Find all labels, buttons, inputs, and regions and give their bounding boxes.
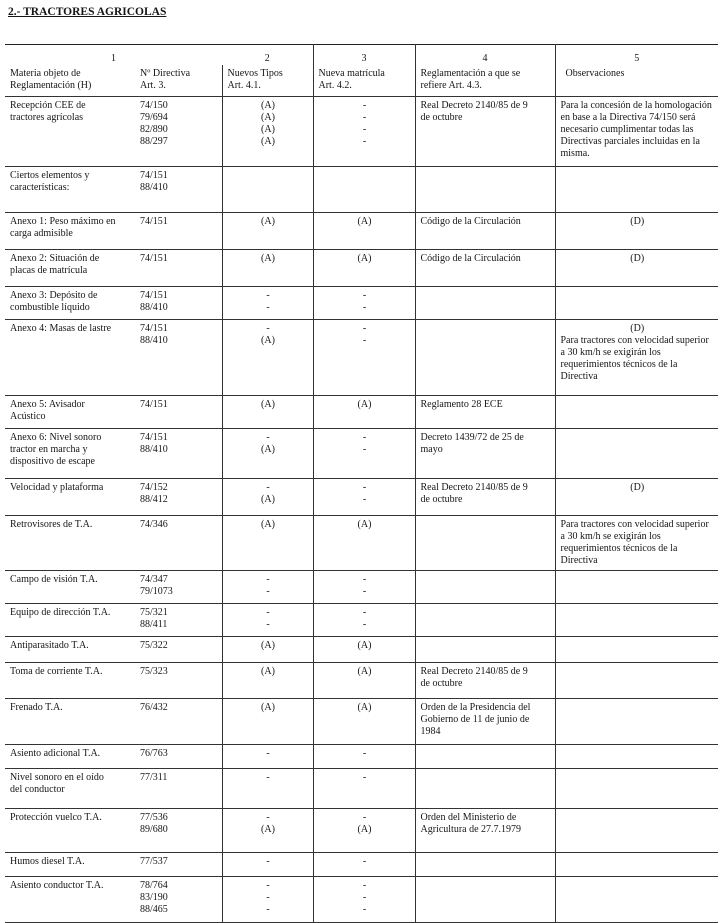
- table-row: [5, 97, 718, 167]
- cell-nuevos-tipos: - (A): [222, 320, 313, 396]
- cell-observaciones: [555, 287, 718, 320]
- column-number-5: 5: [555, 45, 718, 66]
- cell-nueva-matricula: - (A): [313, 809, 415, 853]
- cell-nueva-matricula: (A): [313, 663, 415, 699]
- cell-nueva-matricula: - -: [313, 571, 415, 604]
- cell-nueva-matricula: - -: [313, 429, 415, 479]
- table-row: [5, 287, 718, 320]
- cell-observaciones: [555, 429, 718, 479]
- table-row: [5, 769, 718, 809]
- header-reglamentacion: Reglamentación a que se refiere Art. 4.3.: [415, 65, 555, 97]
- cell-observaciones: [555, 97, 718, 167]
- cell-materia: Recepción CEE de tractores agrícolas: [5, 97, 135, 167]
- regulation-table: [5, 44, 718, 923]
- cell-nuevos-tipos: (A): [222, 250, 313, 287]
- cell-nuevos-tipos: (A): [222, 516, 313, 571]
- cell-materia: Antiparasitado T.A.: [5, 637, 135, 663]
- cell-directiva: 76/763: [135, 745, 222, 769]
- cell-nueva-matricula: -: [313, 853, 415, 877]
- cell-nueva-matricula: - -: [313, 479, 415, 516]
- cell-nuevos-tipos: (A): [222, 699, 313, 745]
- table-row: [5, 604, 718, 637]
- section-title-text: 2.- TRACTORES AGRICOLAS: [8, 6, 167, 18]
- cell-materia: Equipo de dirección T.A.: [5, 604, 135, 637]
- cell-nueva-matricula: - -: [313, 320, 415, 396]
- cell-materia: Asiento adicional T.A.: [5, 745, 135, 769]
- cell-nueva-matricula: (A): [313, 250, 415, 287]
- cell-reglamentacion: [415, 167, 555, 213]
- cell-nueva-matricula: - - -: [313, 877, 415, 923]
- cell-nuevos-tipos: - -: [222, 287, 313, 320]
- table-row: [5, 745, 718, 769]
- cell-nuevos-tipos: -: [222, 745, 313, 769]
- observaciones-mark: (D): [630, 323, 645, 334]
- cell-materia: Toma de corriente T.A.: [5, 663, 135, 699]
- cell-observaciones: [555, 663, 718, 699]
- cell-nueva-matricula: - -: [313, 604, 415, 637]
- table-row: [5, 699, 718, 745]
- table-row: [5, 663, 718, 699]
- observaciones-text: Para tractores con velocidad superior a 30 km/h se exigirán los requerimientos técnicos de la Directiva: [560, 335, 709, 382]
- cell-directiva: 74/150 79/694 82/890 88/297: [135, 97, 222, 167]
- cell-directiva: 74/151: [135, 213, 222, 250]
- column-number-row: [5, 45, 718, 66]
- observaciones-mark: (D): [630, 482, 645, 493]
- cell-reglamentacion: [415, 877, 555, 923]
- cell-reglamentacion: Real Decreto 2140/85 de 9 de octubre: [415, 663, 555, 699]
- cell-directiva: 76/432: [135, 699, 222, 745]
- observaciones-mark: (D): [630, 216, 645, 227]
- header-observaciones: Observaciones: [555, 65, 718, 97]
- cell-materia: Anexo 5: Avisador Acústico: [5, 396, 135, 429]
- cell-observaciones: [555, 320, 718, 396]
- cell-observaciones: [555, 877, 718, 923]
- cell-nueva-matricula: (A): [313, 637, 415, 663]
- cell-observaciones: [555, 571, 718, 604]
- cell-reglamentacion: Real Decreto 2140/85 de 9 de octubre: [415, 97, 555, 167]
- cell-observaciones: [555, 699, 718, 745]
- cell-reglamentacion: Real Decreto 2140/85 de 9 de octubre: [415, 479, 555, 516]
- cell-materia: Nivel sonoro en el oído del conductor: [5, 769, 135, 809]
- header-nuevos-tipos: Nuevos Tipos Art. 4.1.: [222, 65, 313, 97]
- cell-materia: Asiento conductor T.A.: [5, 877, 135, 923]
- cell-nuevos-tipos: (A): [222, 663, 313, 699]
- observaciones-text: Para tractores con velocidad superior a 30 km/h se exigirán los requerimientos técnicos de la Directiva: [560, 519, 709, 566]
- cell-nueva-matricula: (A): [313, 396, 415, 429]
- cell-directiva: 78/764 83/190 88/465: [135, 877, 222, 923]
- cell-reglamentacion: [415, 745, 555, 769]
- cell-nuevos-tipos: - - -: [222, 877, 313, 923]
- cell-reglamentacion: Orden del Ministerio de Agricultura de 27.7.1979: [415, 809, 555, 853]
- cell-observaciones: [555, 604, 718, 637]
- cell-nuevos-tipos: (A): [222, 213, 313, 250]
- cell-nueva-matricula: (A): [313, 213, 415, 250]
- cell-nueva-matricula: (A): [313, 699, 415, 745]
- cell-observaciones: [555, 213, 718, 250]
- cell-directiva: 77/536 89/680: [135, 809, 222, 853]
- table-row: [5, 809, 718, 853]
- cell-directiva: 74/151 88/410: [135, 429, 222, 479]
- cell-reglamentacion: [415, 320, 555, 396]
- cell-nuevos-tipos: [222, 167, 313, 213]
- cell-directiva: 77/537: [135, 853, 222, 877]
- cell-observaciones: [555, 396, 718, 429]
- cell-nuevos-tipos: (A) (A) (A) (A): [222, 97, 313, 167]
- cell-materia: Anexo 1: Peso máximo en carga admisible: [5, 213, 135, 250]
- table-row: [5, 516, 718, 571]
- cell-directiva: 74/151 88/410: [135, 320, 222, 396]
- table-row: [5, 213, 718, 250]
- cell-materia: Velocidad y plataforma: [5, 479, 135, 516]
- cell-directiva: 74/151 88/410: [135, 287, 222, 320]
- cell-reglamentacion: [415, 287, 555, 320]
- cell-nueva-matricula: (A): [313, 516, 415, 571]
- table-row: [5, 853, 718, 877]
- cell-directiva: 75/323: [135, 663, 222, 699]
- cell-materia: Humos diesel T.A.: [5, 853, 135, 877]
- cell-observaciones: [555, 769, 718, 809]
- table-row: [5, 479, 718, 516]
- cell-materia: Anexo 2: Situación de placas de matrícula: [5, 250, 135, 287]
- cell-materia: Campo de visión T.A.: [5, 571, 135, 604]
- cell-directiva: 74/347 79/1073: [135, 571, 222, 604]
- cell-reglamentacion: [415, 637, 555, 663]
- cell-materia: Anexo 3: Depósito de combustible líquido: [5, 287, 135, 320]
- cell-materia: Anexo 4: Masas de lastre: [5, 320, 135, 396]
- cell-observaciones: [555, 637, 718, 663]
- cell-reglamentacion: Código de la Circulación: [415, 213, 555, 250]
- table-row: [5, 571, 718, 604]
- table-row: [5, 396, 718, 429]
- cell-nueva-matricula: [313, 167, 415, 213]
- cell-observaciones: [555, 809, 718, 853]
- cell-nueva-matricula: - -: [313, 287, 415, 320]
- cell-directiva: 77/311: [135, 769, 222, 809]
- table-row: [5, 250, 718, 287]
- cell-observaciones: [555, 250, 718, 287]
- cell-nuevos-tipos: (A): [222, 396, 313, 429]
- cell-nuevos-tipos: - (A): [222, 429, 313, 479]
- cell-directiva: 75/322: [135, 637, 222, 663]
- column-header-row: [5, 65, 718, 97]
- cell-directiva: 74/346: [135, 516, 222, 571]
- cell-materia: Ciertos elementos y características:: [5, 167, 135, 213]
- section-title: [8, 6, 166, 18]
- table-row: [5, 429, 718, 479]
- cell-reglamentacion: Código de la Circulación: [415, 250, 555, 287]
- cell-materia: Anexo 6: Nivel sonoro tractor en marcha y dispositivo de escape: [5, 429, 135, 479]
- cell-nuevos-tipos: - -: [222, 604, 313, 637]
- cell-reglamentacion: [415, 769, 555, 809]
- cell-reglamentacion: [415, 604, 555, 637]
- cell-nuevos-tipos: (A): [222, 637, 313, 663]
- cell-nueva-matricula: -: [313, 745, 415, 769]
- header-directiva: Nº Directiva Art. 3.: [135, 65, 222, 97]
- cell-observaciones: [555, 479, 718, 516]
- observaciones-text: Para la concesión de la homologación en base a la Directiva 74/150 será necesario cumplimentar todas las Directivas parciales incluidas en la misma.: [560, 100, 712, 159]
- table-row: [5, 877, 718, 923]
- cell-nuevos-tipos: - (A): [222, 809, 313, 853]
- column-number-2: 2: [222, 45, 313, 66]
- column-number-1: 1: [5, 45, 222, 66]
- cell-reglamentacion: Reglamento 28 ECE: [415, 396, 555, 429]
- observaciones-mark: (D): [630, 253, 645, 264]
- cell-reglamentacion: Orden de la Presidencia del Gobierno de 11 de junio de 1984: [415, 699, 555, 745]
- cell-reglamentacion: Decreto 1439/72 de 25 de mayo: [415, 429, 555, 479]
- table-row: [5, 167, 718, 213]
- cell-nueva-matricula: - - - -: [313, 97, 415, 167]
- cell-nuevos-tipos: -: [222, 769, 313, 809]
- cell-observaciones: [555, 745, 718, 769]
- cell-observaciones: [555, 167, 718, 213]
- column-number-3: 3: [313, 45, 415, 66]
- cell-reglamentacion: [415, 516, 555, 571]
- header-materia: Materia objeto de Reglamentación (H): [5, 65, 135, 97]
- cell-materia: Protección vuelco T.A.: [5, 809, 135, 853]
- cell-materia: Retrovisores de T.A.: [5, 516, 135, 571]
- column-number-4: 4: [415, 45, 555, 66]
- cell-directiva: 74/151: [135, 250, 222, 287]
- cell-materia: Frenado T.A.: [5, 699, 135, 745]
- cell-nuevos-tipos: - (A): [222, 479, 313, 516]
- header-nueva-matricula: Nueva matrícula Art. 4.2.: [313, 65, 415, 97]
- table-row: [5, 637, 718, 663]
- cell-observaciones: [555, 516, 718, 571]
- cell-directiva: 74/152 88/412: [135, 479, 222, 516]
- cell-observaciones: [555, 853, 718, 877]
- cell-directiva: 74/151 88/410: [135, 167, 222, 213]
- cell-nuevos-tipos: -: [222, 853, 313, 877]
- cell-nueva-matricula: -: [313, 769, 415, 809]
- cell-reglamentacion: [415, 571, 555, 604]
- cell-directiva: 74/151: [135, 396, 222, 429]
- cell-nuevos-tipos: - -: [222, 571, 313, 604]
- table-row: [5, 320, 718, 396]
- cell-reglamentacion: [415, 853, 555, 877]
- cell-directiva: 75/321 88/411: [135, 604, 222, 637]
